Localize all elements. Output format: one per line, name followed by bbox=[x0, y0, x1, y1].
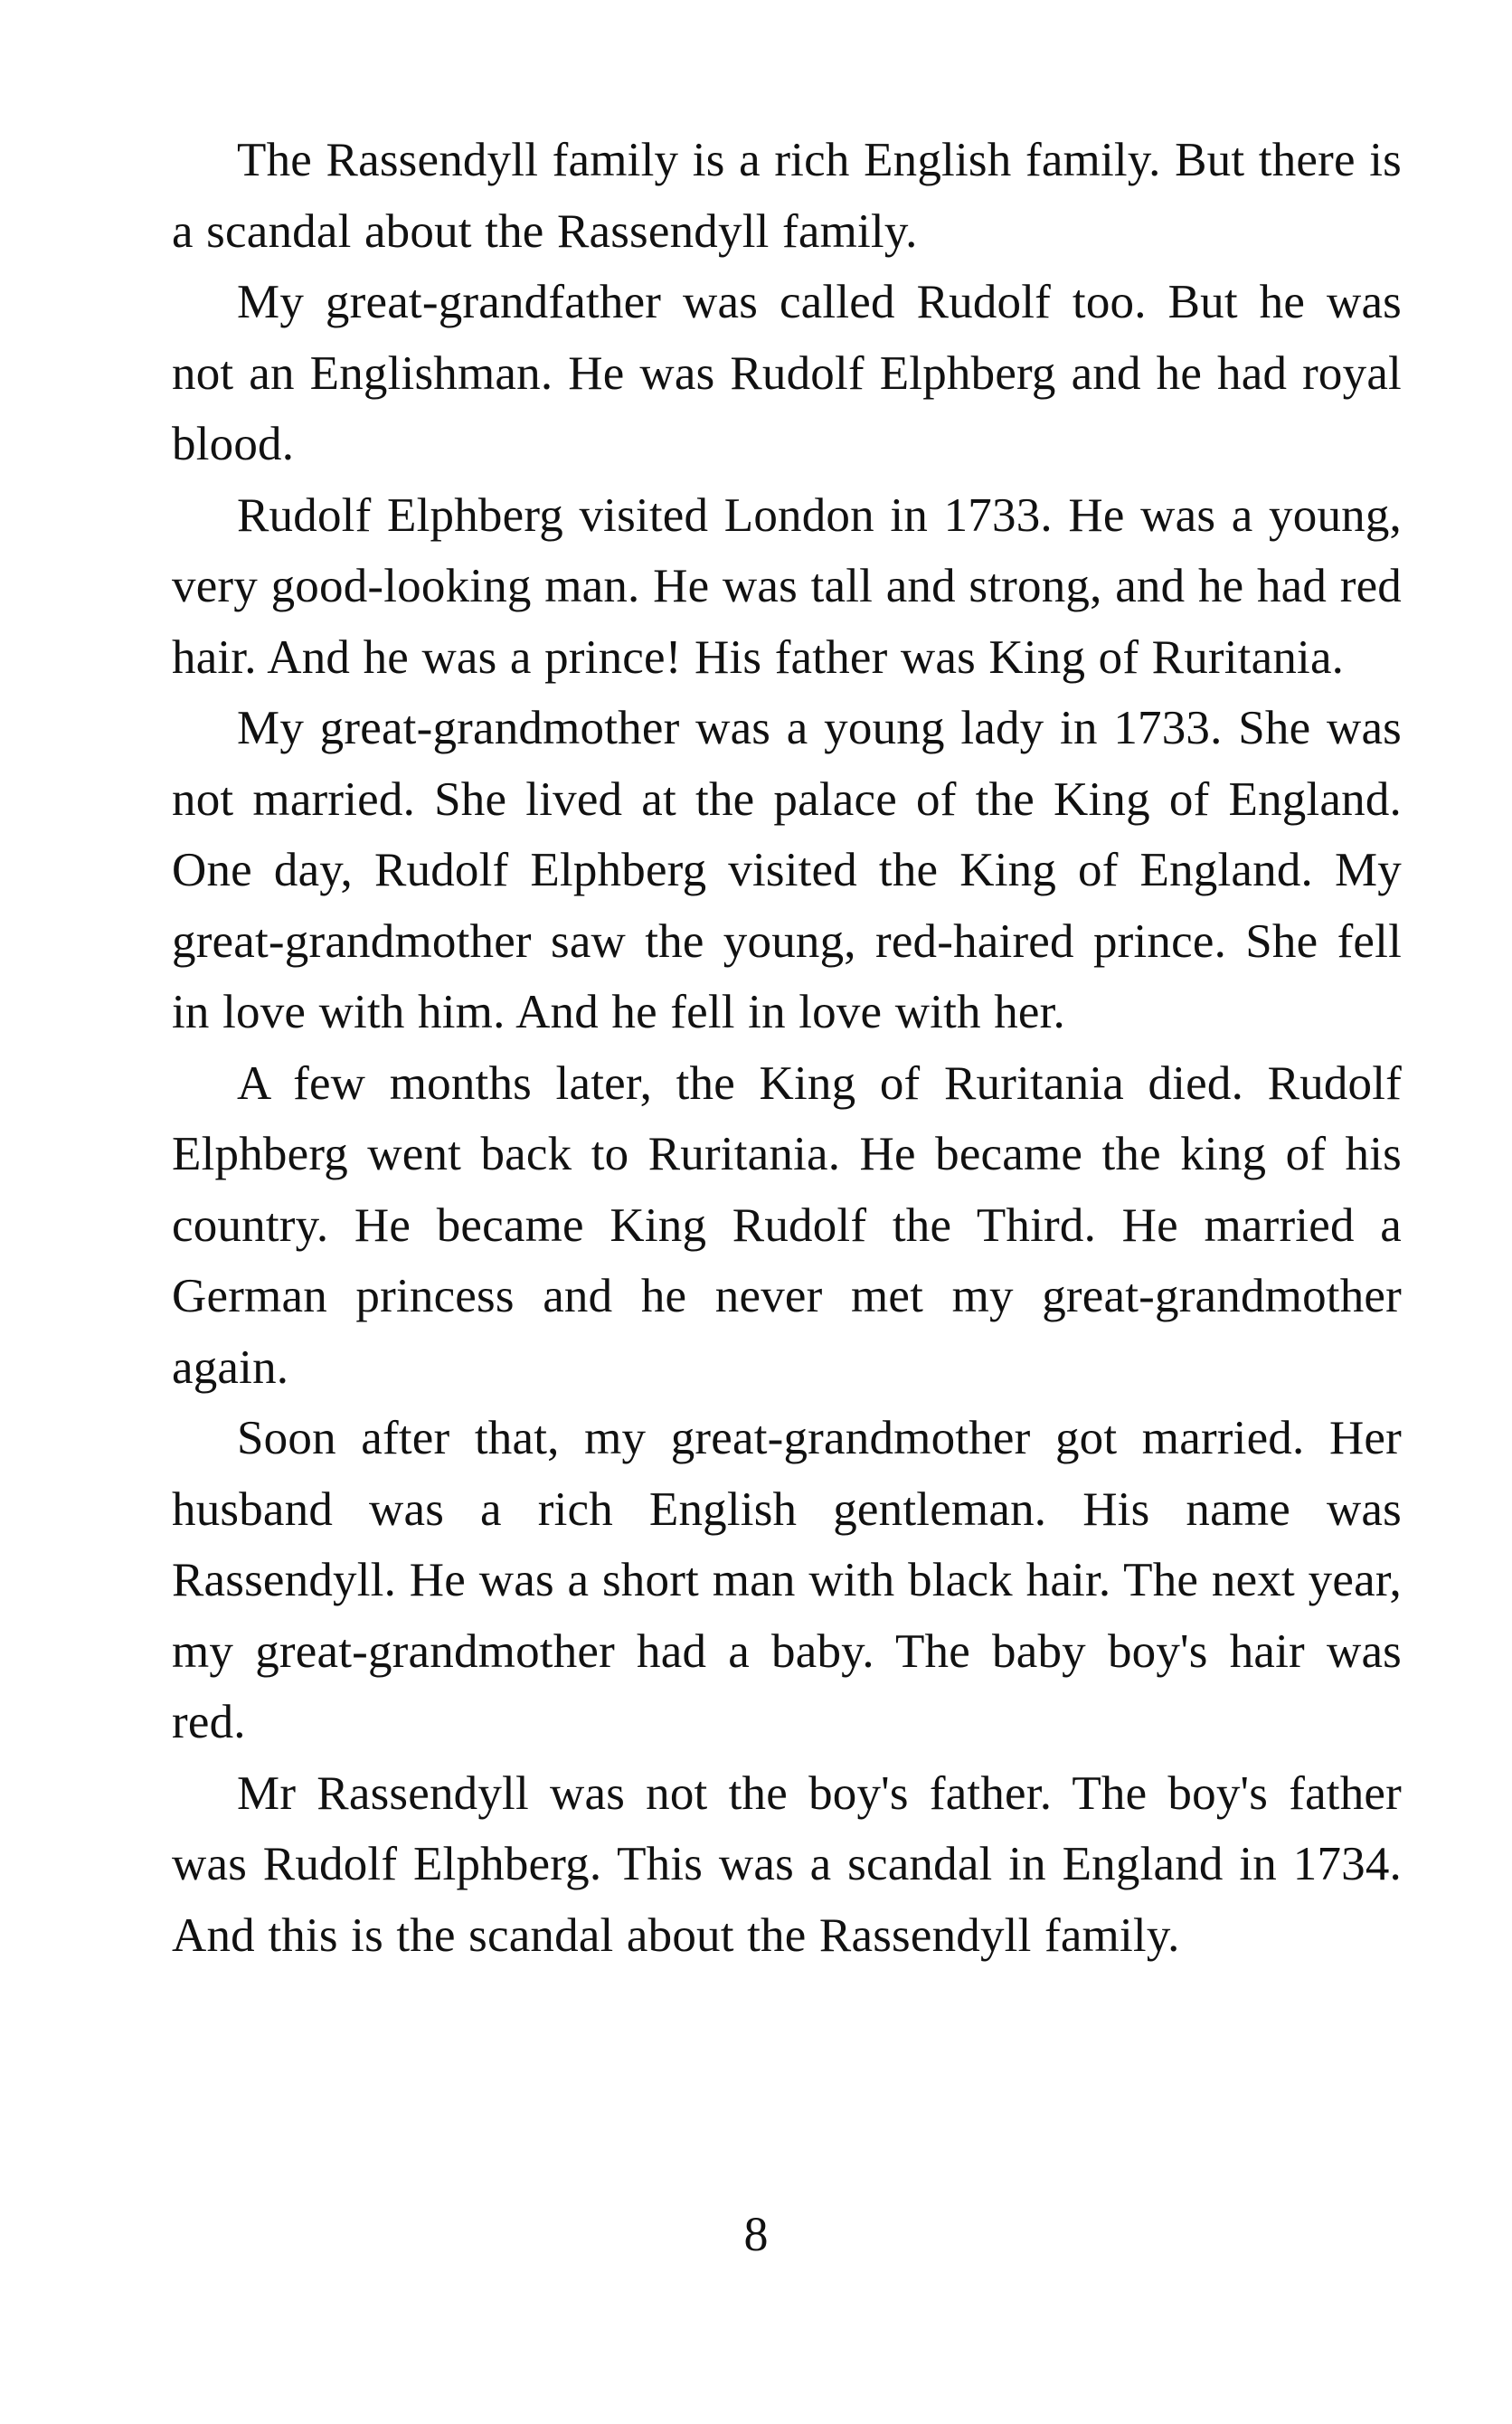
page-number: 8 bbox=[743, 2207, 769, 2261]
paragraph-5: A few months later, the King of Ruritania died. Rudolf Elphberg went back to Ruritania. He became the king of his country. He became King Rudolf the Third. He married a German princess and he never met my great-grandmother again. bbox=[172, 1056, 1402, 1394]
paragraph-4: My great-grandmother was a young lady in 1733. She was not married. She lived at the palace of the King of England. One day, Rudolf Elphberg visited the King of England. My great-grandmother saw the young, red-haired prince. She fell in love with him. And he fell in love with her. bbox=[172, 702, 1402, 1038]
body-text bbox=[172, 125, 1402, 1971]
paragraph-7: Mr Rassendyll was not the boy's father. The boy's father was Rudolf Elphberg. This was a scandal in England in 1734. And this is the scandal about the Rassendyll family. bbox=[172, 1766, 1402, 1962]
paragraph-3: Rudolf Elphberg visited London in 1733. He was a young, very good-looking man. He was tall and strong, and he had red hair. And he was a prince! His father was King of Ruritania. bbox=[172, 488, 1402, 684]
paragraph-2: My great-grandfather was called Rudolf too. But he was not an Englishman. He was Rudolf Elphberg and he had royal blood. bbox=[172, 276, 1402, 470]
paragraph-6: Soon after that, my great-grandmother got married. Her husband was a rich English gentleman. His name was Rassendyll. He was a short man with black hair. The next year, my great-grandmother had a baby. The baby boy's hair was red. bbox=[172, 1412, 1402, 1748]
paragraph-1: The Rassendyll family is a rich English family. But there is a scandal about the Rassendyll family. bbox=[172, 134, 1402, 258]
